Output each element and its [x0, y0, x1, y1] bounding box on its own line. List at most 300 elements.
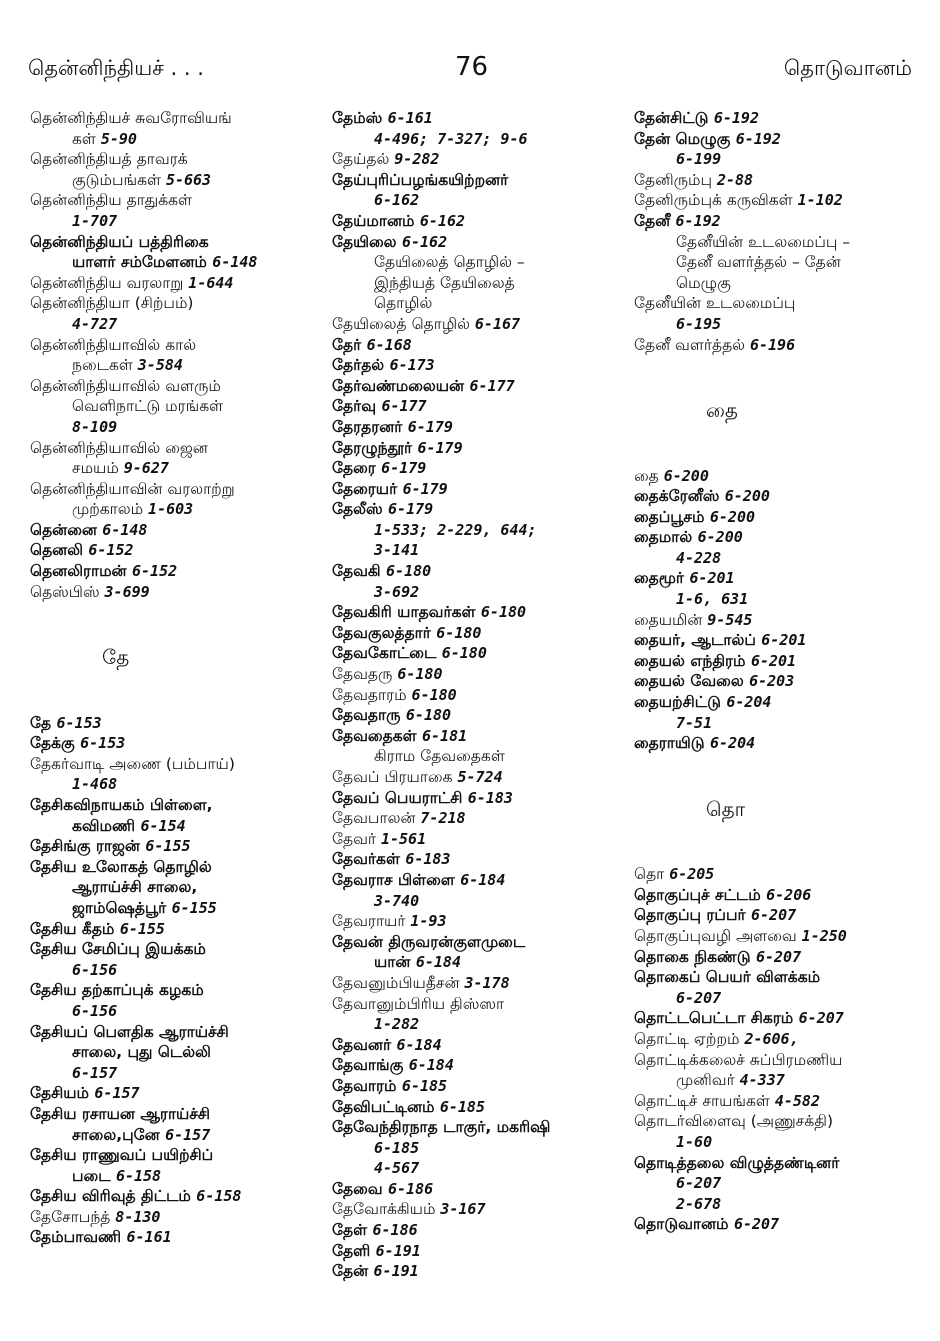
entry-reference: 6-207: [733, 1215, 780, 1234]
page-number: 76: [455, 52, 489, 82]
entry-reference: 6-185: [374, 1138, 420, 1157]
index-entry-continuation: [332, 520, 622, 541]
index-entry: [30, 1083, 315, 1104]
entry-term: தையற்சிட்டு: [634, 693, 727, 712]
index-entry: [634, 733, 934, 754]
entry-term: தேசிங்கு ராஜன்: [30, 837, 146, 856]
entry-term: தேசிய உலோகத் தொழில்: [30, 857, 212, 876]
index-entry: [332, 355, 622, 376]
entry-reference: 6-179: [388, 500, 434, 519]
entry-reference: 7-218: [420, 809, 466, 828]
entry-term: தேனீ வளர்த்தல் – தேன்: [676, 253, 841, 272]
entry-reference: 1-603: [148, 500, 194, 519]
index-column-3: [634, 108, 934, 1235]
index-entry: [634, 610, 934, 631]
index-entry: [634, 905, 934, 926]
entry-term: தையமின்: [634, 610, 708, 629]
entry-term: தொகுப்பு ரப்பர்: [634, 906, 751, 925]
entry-term: தென்னிந்தியாவின் வரலாற்று: [30, 479, 235, 498]
entry-term: தேசிய தற்காப்புக் கழகம்: [30, 981, 204, 1000]
entry-reference: 6-200: [663, 466, 709, 485]
index-entry-continuation: [30, 1042, 315, 1063]
index-column-1: [30, 108, 315, 1248]
entry-reference: 6-185: [439, 1097, 485, 1116]
entry-term: படை: [72, 1166, 116, 1185]
entry-reference: 6-180: [411, 685, 457, 704]
entry-term: தையர், ஆடால்ப்: [634, 631, 762, 650]
entry-reference: 6-199: [676, 150, 722, 169]
entry-term: யான்: [374, 953, 416, 972]
index-entry-continuation: [30, 170, 315, 191]
index-entry-continuation: [30, 877, 315, 898]
index-entry: [30, 919, 315, 940]
entry-reference: 6-181: [422, 726, 468, 745]
entry-reference: 6-158: [115, 1166, 162, 1185]
entry-reference: 6-183: [467, 788, 513, 807]
entry-term: தேனீயின் உடலமைப்பு: [634, 294, 796, 313]
index-entry-continuation: [634, 314, 934, 335]
entry-reference: 1-468: [72, 775, 118, 794]
entry-reference: 2-88: [716, 170, 754, 189]
entry-reference: 6-207: [676, 988, 722, 1007]
entry-term: தேய்மானம்: [332, 211, 420, 230]
entry-term: கிராம தேவதைகள்: [374, 747, 505, 766]
entry-reference: 6-207: [798, 1009, 844, 1028]
spacer: [30, 692, 315, 713]
running-head-left: தென்னிந்தியச் . . .: [28, 56, 204, 80]
entry-reference: 6-162: [419, 211, 466, 230]
entry-term: தை: [634, 466, 664, 485]
index-entry: [332, 623, 622, 644]
entry-term: தென்னிந்தியாவில் ஜைன: [30, 438, 208, 457]
index-entry: [332, 232, 622, 253]
entry-term: தேவதரு: [332, 665, 398, 684]
section-heading: தே: [102, 645, 130, 670]
entry-reference: 3-740: [374, 891, 420, 910]
entry-reference: 4-727: [72, 314, 118, 333]
entry-term: தென்னிந்திய தாதுக்கள்: [30, 191, 193, 210]
entry-reference: 6-184: [396, 1035, 442, 1054]
entry-term: தேகர்வாடி அணை (பம்பாய்): [30, 754, 235, 773]
index-entry: [634, 1029, 934, 1050]
index-entry: [332, 211, 622, 232]
entry-term: யாளர் சம்மேளனம்: [72, 253, 213, 272]
index-entry: [332, 458, 622, 479]
index-entry-continuation: [30, 1001, 315, 1022]
entry-term: தேவப் பெயராட்சி: [332, 788, 468, 807]
index-entry: [634, 926, 934, 947]
index-entry: [30, 149, 315, 170]
index-entry: [634, 692, 934, 713]
index-entry: [30, 376, 315, 397]
index-entry: [30, 754, 315, 775]
entry-term: தேக்கு: [30, 734, 81, 753]
index-entry: [332, 602, 622, 623]
index-entry: [634, 1111, 934, 1132]
index-entry: [332, 438, 622, 459]
index-entry-continuation: [30, 898, 315, 919]
index-entry-continuation: [30, 1125, 315, 1146]
index-entry: [30, 108, 315, 129]
entry-reference: 6-180: [436, 623, 482, 642]
index-entry-continuation: [332, 582, 622, 603]
entry-term: தேரையர்: [332, 479, 403, 498]
index-entry: [634, 170, 934, 191]
index-entry: [332, 932, 622, 953]
spacer: [634, 844, 934, 865]
index-entry: [634, 967, 934, 988]
entry-term: தே: [30, 713, 57, 732]
entry-term: தேன்சிட்டு: [634, 109, 714, 127]
entry-reference: 6-179: [417, 438, 463, 457]
index-entry: [30, 1104, 315, 1125]
entry-reference: 6-155: [145, 837, 191, 856]
index-entry: [332, 808, 622, 829]
spacer: [634, 424, 934, 445]
index-entry: [634, 486, 934, 507]
entry-term: தொடுவானம்: [634, 1215, 734, 1234]
entry-term: தொகுப்புச் சட்டம்: [634, 885, 767, 904]
entry-reference: 6-200: [724, 487, 770, 506]
entry-term: தைப்பூசம்: [634, 507, 710, 526]
entry-term: தேவாங்கு: [332, 1056, 409, 1075]
index-entry: [634, 947, 934, 968]
entry-reference: 1-250: [801, 926, 847, 945]
index-entry: [634, 293, 934, 314]
index-entry: [332, 664, 622, 685]
index-entry-continuation: [332, 190, 622, 211]
entry-reference: 6-179: [402, 479, 448, 498]
index-entry: [332, 870, 622, 891]
entry-term: தேய்புரிப்பழங்கயிற்றனர்: [332, 170, 509, 189]
section-heading: தை: [706, 398, 738, 423]
index-entry: [634, 1008, 934, 1029]
index-entry: [332, 1055, 622, 1076]
entry-reference: 6-180: [441, 644, 487, 663]
entry-reference: 5-663: [165, 170, 212, 189]
index-entry-continuation: [332, 252, 622, 273]
entry-reference: 3-699: [104, 582, 150, 601]
index-entry: [634, 108, 934, 129]
entry-reference: 6-155: [119, 919, 165, 938]
entry-reference: 6-191: [375, 1241, 421, 1260]
entry-term: தேம்பாவணி: [30, 1228, 127, 1247]
entry-term: தேன்: [332, 1262, 374, 1281]
index-entry: [332, 994, 622, 1015]
entry-reference: 4-496; 7-327; 9-6: [374, 129, 528, 148]
entry-reference: 9-282: [394, 150, 440, 169]
index-entry-continuation: [30, 252, 315, 273]
entry-reference: 1-102: [797, 191, 843, 210]
entry-reference: 1-282: [374, 1015, 420, 1034]
entry-term: குடும்பங்கள்: [72, 170, 166, 189]
entry-reference: 6-207: [676, 1174, 722, 1193]
index-entry: [332, 705, 622, 726]
entry-term: தேவதைகள்: [332, 726, 422, 745]
entry-term: தொட்டிச் சாயங்கள்: [634, 1091, 775, 1110]
entry-term: தேய்தல்: [332, 150, 395, 169]
index-entry-continuation: [332, 273, 622, 294]
entry-term: தேலீஸ்: [332, 500, 389, 519]
entry-reference: 6-179: [381, 459, 427, 478]
index-entry: [634, 630, 934, 651]
entry-reference: 6-184: [415, 953, 461, 972]
entry-reference: 6-155: [171, 898, 217, 917]
index-entry: [332, 767, 622, 788]
entry-term: தேவிபட்டினம்: [332, 1097, 440, 1116]
index-entry: [332, 973, 622, 994]
index-entry: [30, 1186, 315, 1207]
entry-reference: 6-180: [405, 706, 452, 725]
entry-term: தேரதரனர்: [332, 417, 408, 436]
index-entry: [332, 643, 622, 664]
index-entry-continuation: [634, 149, 934, 170]
entry-term: தேசிய ரசாயன ஆராய்ச்சி: [30, 1104, 211, 1123]
entry-term: தேவை: [332, 1179, 388, 1198]
entry-term: தேசியம்: [30, 1084, 95, 1103]
entry-term: தேவர்: [332, 829, 381, 848]
index-entry: [332, 1117, 622, 1138]
entry-reference: 6-186: [388, 1179, 434, 1198]
index-entry: [30, 733, 315, 754]
entry-reference: 1-707: [72, 211, 118, 230]
entry-reference: 6-162: [401, 232, 448, 251]
entry-reference: 6-195: [676, 314, 722, 333]
entry-reference: 6-152: [131, 562, 178, 581]
entry-reference: 6-158: [196, 1187, 242, 1206]
entry-term: தேனிரும்புக் கருவிகள்: [634, 191, 798, 210]
index-entry: [332, 1261, 622, 1282]
index-entry: [332, 149, 622, 170]
index-entry-continuation: [634, 713, 934, 734]
index-column-2: [332, 108, 622, 1282]
entry-term: தைமால்: [634, 528, 698, 547]
entry-reference: 6-201: [750, 651, 797, 670]
entry-term: தேவகி: [332, 562, 387, 581]
spacer: [634, 355, 934, 376]
entry-reference: 6-156: [72, 960, 118, 979]
entry-term: தென்னிந்தியாவில் கால்: [30, 335, 197, 354]
entry-term: தெனலி: [30, 541, 89, 560]
index-entry: [332, 108, 622, 129]
spacer: [634, 754, 934, 775]
entry-term: ஆராய்ச்சி சாலை,: [72, 878, 198, 897]
index-entry: [332, 1241, 622, 1262]
entry-reference: 1-533; 2-229, 644;: [374, 520, 537, 539]
entry-term: தொட்டபெட்டா சிகரம்: [634, 1009, 799, 1028]
entry-term: தேவகுலத்தார்: [332, 623, 437, 642]
entry-reference: 6-154: [140, 816, 186, 835]
entry-reference: 2-606,: [744, 1029, 799, 1048]
index-entry-continuation: [332, 293, 622, 314]
entry-term: தேனீயின் உடலமைப்பு –: [676, 232, 851, 251]
index-entry: [634, 568, 934, 589]
entry-term: தெஸ்பிஸ்: [30, 582, 105, 601]
entry-reference: 8-130: [115, 1207, 161, 1226]
index-entry: [30, 273, 315, 294]
index-entry: [634, 211, 934, 232]
entry-reference: 9-627: [123, 459, 169, 478]
index-entry: [332, 685, 622, 706]
entry-reference: 6-206: [766, 885, 812, 904]
entry-reference: 6-204: [710, 734, 756, 753]
index-entry-continuation: [30, 1063, 315, 1084]
entry-term: தெனலிராமன்: [30, 562, 132, 581]
entry-term: தேவனர்: [332, 1035, 397, 1054]
entry-term: கள்: [72, 129, 101, 148]
entry-reference: 6-200: [709, 507, 756, 526]
spacer: [30, 602, 315, 623]
index-entry-continuation: [30, 396, 315, 417]
entry-reference: 6-184: [408, 1056, 454, 1075]
entry-term: தேவேந்திரநாத டாகுர், மகரிஷி: [332, 1118, 551, 1137]
index-entry: [332, 314, 622, 335]
entry-term: மெழுகு: [676, 273, 731, 292]
index-entry-continuation: [332, 746, 622, 767]
entry-reference: 7-51: [676, 713, 713, 732]
entry-term: சாலை,புனே: [72, 1125, 166, 1144]
entry-reference: 6-205: [669, 865, 715, 884]
index-entry: [332, 561, 622, 582]
entry-term: தொழில்: [374, 294, 433, 313]
index-entry: [332, 170, 622, 191]
index-entry: [634, 885, 934, 906]
index-entry-continuation: [332, 1138, 622, 1159]
entry-term: தென்னிந்திய வரலாறு: [30, 273, 189, 292]
entry-reference: 6-157: [72, 1063, 118, 1082]
index-entry-continuation: [30, 499, 315, 520]
entry-term: தேவோக்கியம்: [332, 1200, 441, 1219]
entry-term: தேசிய கீதம்: [30, 919, 120, 938]
entry-reference: 6-196: [749, 335, 796, 354]
index-entry: [30, 1207, 315, 1228]
entry-reference: 1-60: [676, 1132, 713, 1151]
index-entry: [332, 376, 622, 397]
index-entry: [634, 671, 934, 692]
index-entry: [30, 582, 315, 603]
entry-term: தேசிய விரிவுத் திட்டம்: [30, 1187, 197, 1206]
index-entry: [332, 829, 622, 850]
entry-term: தேவகிரி யாதவர்கள்: [332, 603, 481, 622]
index-entry-continuation: [634, 232, 934, 253]
entry-reference: 3-141: [374, 541, 420, 560]
entry-reference: 6-192: [735, 129, 781, 148]
index-entry: [634, 335, 934, 356]
index-entry-continuation: [332, 952, 622, 973]
entry-term: தொட்டிக்கலைச் சுப்பிரமணிய: [634, 1050, 843, 1069]
entry-term: தேயிலைத் தொழில்: [332, 314, 475, 333]
entry-term: தேசிகவிநாயகம் பிள்ளை,: [30, 796, 213, 814]
index-entry-continuation: [30, 211, 315, 232]
index-entry: [30, 1227, 315, 1248]
entry-term: நடைகள்: [72, 356, 138, 375]
index-entry: [634, 651, 934, 672]
entry-reference: 4-228: [676, 548, 722, 567]
entry-reference: 6-161: [387, 109, 433, 127]
section-heading: தொ: [706, 797, 746, 821]
index-entry: [332, 1035, 622, 1056]
entry-reference: 6-201: [689, 569, 735, 588]
entry-reference: 6-157: [94, 1084, 140, 1103]
index-entry: [30, 939, 315, 960]
entry-reference: 6-148: [212, 253, 258, 272]
index-entry: [30, 479, 315, 500]
entry-reference: 6-180: [397, 665, 443, 684]
entry-term: தென்னிந்தியப் பத்திரிகை: [30, 232, 209, 251]
entry-term: தேம்ஸ்: [332, 109, 388, 127]
index-entry: [30, 520, 315, 541]
index-entry-continuation: [634, 1070, 934, 1091]
entry-term: தேவபாலன்: [332, 809, 421, 828]
entry-reference: 6-184: [460, 870, 506, 889]
entry-reference: 6-179: [407, 417, 453, 436]
entry-term: தேரழுந்தூர்: [332, 438, 418, 457]
entry-reference: 3-167: [440, 1200, 486, 1219]
entry-reference: 1-644: [188, 273, 234, 292]
entry-term: தேவன் திருவரன்குளமுடை: [332, 932, 526, 951]
entry-reference: 6-207: [750, 906, 797, 925]
index-entry: [634, 466, 934, 487]
entry-term: தேரை: [332, 459, 382, 478]
entry-reference: 4-567: [374, 1159, 420, 1178]
index-entry: [30, 1022, 315, 1043]
entry-term: தேன் மெழுகு: [634, 129, 736, 148]
entry-reference: 4-582: [774, 1091, 820, 1110]
entry-reference: 3-178: [464, 973, 510, 992]
entry-reference: 6-192: [675, 211, 721, 230]
entry-term: தேர்: [332, 335, 367, 354]
spacer: [634, 774, 934, 795]
entry-reference: 6-161: [126, 1228, 172, 1247]
entry-term: தேளி: [332, 1241, 376, 1260]
index-entry: [634, 864, 934, 885]
spacer: [30, 671, 315, 692]
entry-term: தேவதாரம்: [332, 685, 412, 704]
entry-term: தேவதாரு: [332, 706, 406, 725]
entry-term: முற்காலம்: [72, 500, 149, 519]
entry-reference: 6-203: [749, 672, 795, 691]
entry-reference: 6-201: [761, 631, 807, 650]
running-head-right: தொடுவானம்: [783, 56, 912, 80]
entry-term: தென்னிந்தியச் சுவரோவியங்: [30, 109, 232, 127]
entry-term: தென்னிந்தியத் தாவரக்: [30, 150, 188, 169]
entry-reference: 6-180: [386, 562, 432, 581]
entry-reference: 2-678: [676, 1194, 722, 1213]
index-entry-continuation: [30, 458, 315, 479]
entry-reference: 6-153: [80, 734, 126, 753]
entry-reference: 4-337: [739, 1071, 785, 1090]
index-entry: [30, 561, 315, 582]
index-entry-continuation: [634, 1132, 934, 1153]
entry-term: தேர்தல்: [332, 356, 390, 375]
entry-reference: 6-186: [372, 1221, 418, 1240]
index-entry-continuation: [30, 355, 315, 376]
index-entry-continuation: [332, 1158, 622, 1179]
entry-reference: 6-156: [72, 1001, 118, 1020]
entry-reference: 1-93: [410, 912, 447, 931]
entry-term: தேவர்கள்: [332, 850, 406, 869]
index-entry-continuation: [634, 1173, 934, 1194]
index-entry: [634, 129, 934, 150]
spacer: [634, 823, 934, 844]
index-entry: [332, 1199, 622, 1220]
entry-term: தென்னிந்தியா (சிற்பம்): [30, 294, 194, 313]
entry-term: தேயிலைத் தொழில் –: [374, 253, 525, 272]
index-entry: [332, 1076, 622, 1097]
index-entry: [634, 507, 934, 528]
entry-reference: 6-180: [480, 603, 527, 622]
entry-reference: 6-177: [469, 376, 515, 395]
